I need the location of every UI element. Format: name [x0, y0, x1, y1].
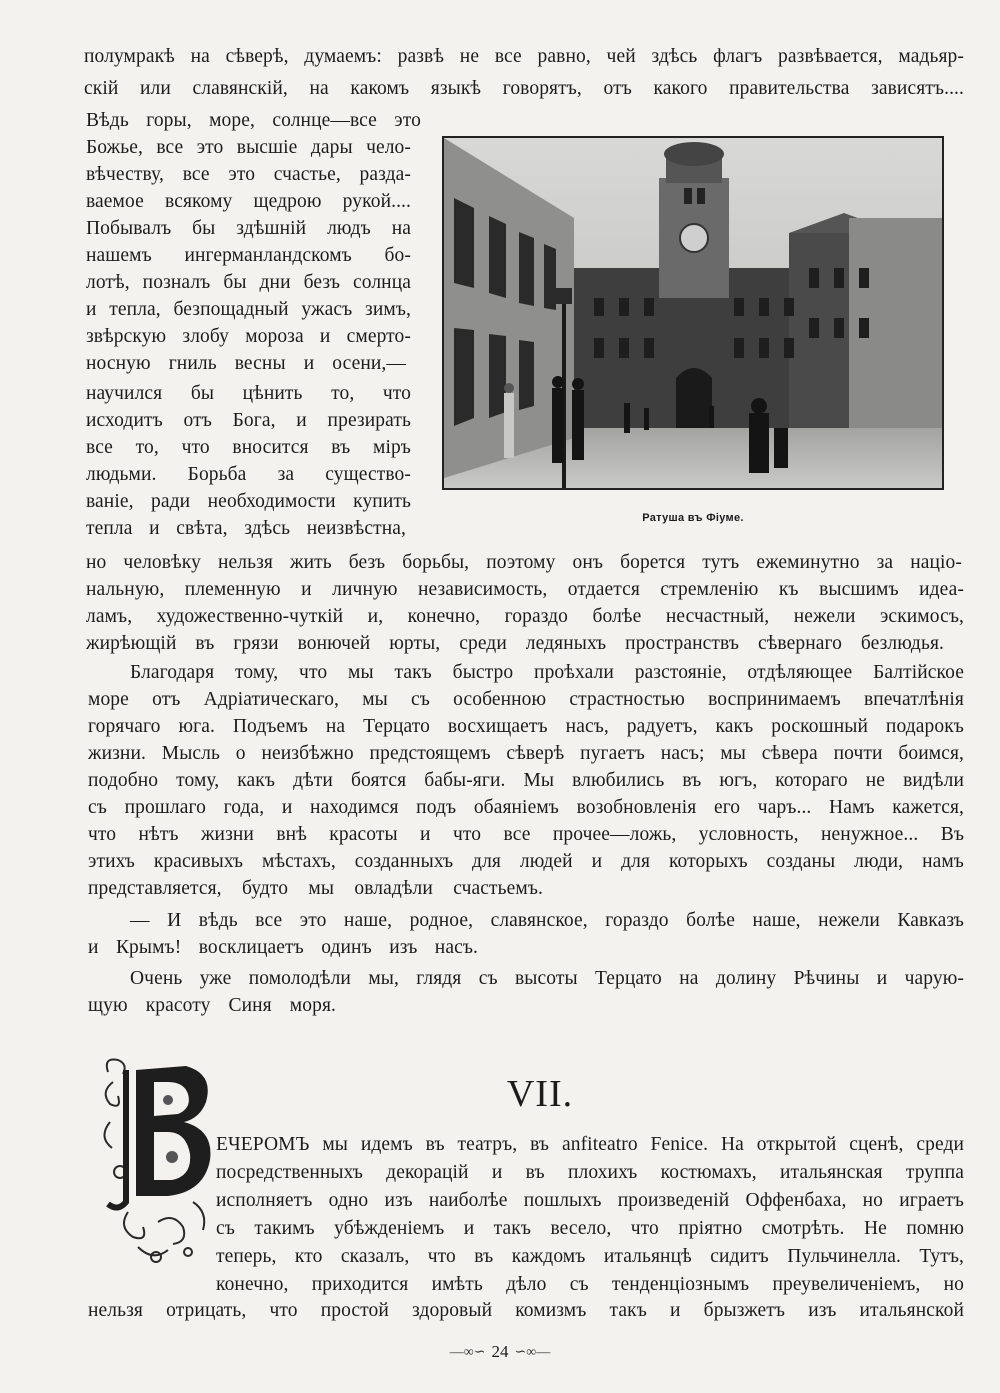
text-line: ламъ, художественно-чуткій и, конечно, гораздо болѣе несчастный, нежели эскимосъ, [86, 606, 964, 627]
text-line: нальную, племенную и личную независимость, отдается стремленію къ высшимъ идеа- [86, 579, 964, 600]
left-flourish-icon: —∞∽ [449, 1344, 486, 1360]
text-line: Побывалъ бы здѣшній людъ на [86, 218, 411, 239]
text-line: что нѣтъ жизни внѣ красоты и что все прочее—ложь, условность, ненужное... Въ [88, 824, 964, 845]
text-line: посредственныхъ декорацій и въ плохихъ костюмахъ, итальянская труппа [216, 1162, 964, 1183]
text-line: все то, что вносится въ міръ [86, 437, 411, 458]
text-line: щую красоту Синя моря. [88, 995, 336, 1016]
text-line: лотѣ, позналъ бы дни безъ солнца [86, 272, 411, 293]
text-line: Очень уже помолодѣли мы, глядя съ высоты Терцато на долину Рѣчины и чарую- [130, 968, 964, 989]
text-line: людьми. Борьба за существо- [86, 464, 411, 485]
figure-caption: Ратуша въ Фіуме. [642, 512, 744, 524]
text-line: тепла и свѣта, здѣсь неизвѣстна, [86, 518, 406, 539]
text-line: полумракѣ на сѣверѣ, думаемъ: развѣ не все равно, чей здѣсь флагъ развѣвается, мадьяр- [84, 46, 964, 67]
text-line: научился бы цѣнить то, что [86, 383, 411, 404]
chapter-heading: VII. [506, 1073, 574, 1115]
text-line: звѣрскую злобу мороза и смерто- [86, 326, 411, 347]
text-line: Вѣдь горы, море, солнце—все это [86, 110, 421, 131]
page-number: 24 [491, 1342, 509, 1361]
text-line: жизни. Мысль о неизбѣжно предстоящемъ сѣверѣ пугаетъ насъ; мы сѣвера почти боимся, [88, 743, 964, 764]
text-line: — И вѣдь все это наше, родное, славянское, гораздо болѣе наше, нежели Кавказъ [130, 910, 964, 931]
text-line: представляется, будто мы овладѣли счастьемъ. [88, 878, 543, 899]
right-flourish-icon: ∽∞— [514, 1344, 551, 1360]
text-line: этихъ красивыхъ мѣстахъ, созданныхъ для людей и для которыхъ созданы люди, намъ [88, 851, 964, 872]
text-line: ЕЧЕРОМЪ мы идемъ въ театръ, въ anfiteatro Fenice. На открытой сценѣ, среди [216, 1134, 964, 1155]
text-line: исполняетъ одно изъ наиболѣе пошлыхъ произведеній Оффенбаха, но играетъ [216, 1190, 964, 1211]
text-line: Благодаря тому, что мы такъ быстро проѣхали разстояніе, отдѣляющее Балтійское [130, 662, 964, 683]
drop-cap-ornament-icon [98, 1052, 218, 1267]
text-line: нельзя отрицать, что простой здоровый комизмъ такъ и брызжетъ изъ итальянской [88, 1300, 964, 1321]
text-line: но человѣку нельзя жить безъ борьбы, поэтому онъ борется тутъ ежеминутно за націо- [86, 552, 962, 573]
town-hall-photo [442, 136, 944, 490]
text-line: и Крымъ! восклицаетъ одинъ изъ насъ. [88, 937, 478, 958]
town-hall-photo-image [444, 138, 942, 488]
text-line: съ прошлаго года, и находимся подъ обаяніемъ возобновленія его чаръ... Намъ кажется, [88, 797, 964, 818]
text-line: море отъ Адріатическаго, мы съ особенною страстностью воспринимаемъ впечатлѣнія [88, 689, 964, 710]
text-line: теперь, кто сказалъ, что въ каждомъ итальянцѣ сидитъ Пульчинелла. Тутъ, [216, 1246, 964, 1267]
text-line: исходитъ отъ Бога, и презирать [86, 410, 411, 431]
page-footer [420, 1340, 580, 1364]
text-line: ваніе, ради необходимости купить [86, 491, 411, 512]
text-line: ваемое всякому щедрою рукой.... [86, 191, 411, 212]
text-line: и тепла, безпощадный ужасъ зимъ, [86, 299, 411, 320]
text-line: носную гниль весны и осени,— [86, 353, 406, 374]
text-line: жирѣющій въ грязи вонючей юрты, среди ледяныхъ пространствъ сѣвернаго безлюдья. [86, 633, 944, 654]
text-line: съ такимъ убѣжденіемъ и такъ весело, что пріятно смотрѣть. Не помню [216, 1218, 964, 1239]
text-line: вѣчеству, все это счастье, разда- [86, 164, 411, 185]
text-line: нашемъ ингерманландскомъ бо- [86, 245, 411, 266]
ornamental-drop-cap [98, 1052, 218, 1267]
text-line: конечно, приходится имѣть дѣло съ тенденціознымъ преувеличеніемъ, но [216, 1274, 964, 1295]
text-line: скій или славянскій, на какомъ языкѣ говорятъ, отъ какого правительства зависятъ.... [84, 78, 964, 99]
text-line: горячаго юга. Подъемъ на Терцато восхищаетъ насъ, радуетъ, какъ роскошный подарокъ [88, 716, 964, 737]
text-line: Божье, все это высшіе дары чело- [86, 137, 411, 158]
text-line: подобно тому, какъ дѣти боятся бабы-яги. Мы влюбились въ югъ, котораго не видѣли [88, 770, 964, 791]
